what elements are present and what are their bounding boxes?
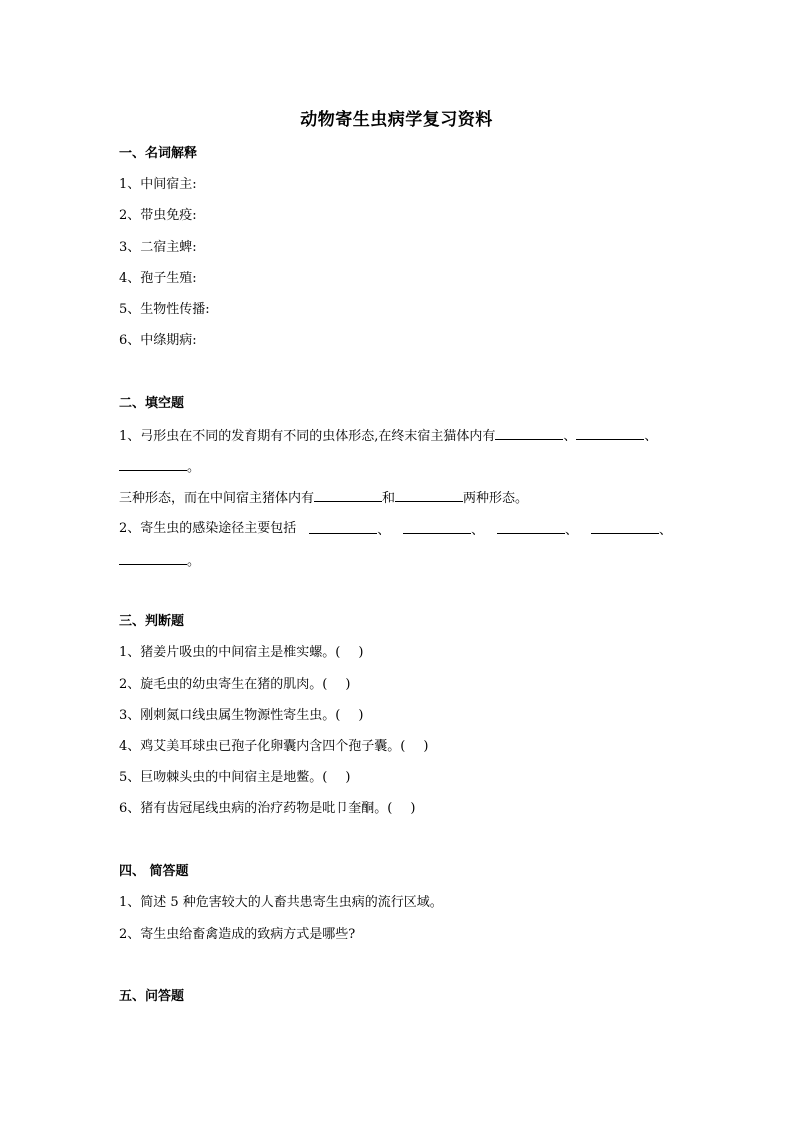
true-false-item-6: 6、猪有齿冠尾线虫病的治疗药物是吡卩奎酮。( )	[119, 801, 416, 816]
definition-item-4: 4、孢子生殖:	[119, 271, 197, 286]
fill-question-2-text: 2、寄生虫的感染途径主要包括	[119, 521, 297, 536]
fill-question-2-line-1: 2、寄生虫的感染途径主要包括 、 、 、 、	[119, 521, 672, 538]
short-answer-item-2: 2、寄生虫给畜禽造成的致病方式是哪些?	[119, 927, 356, 942]
answer-blank[interactable]	[495, 427, 563, 440]
answer-blank[interactable]	[119, 552, 187, 565]
section-4-heading: 四、 简答题	[119, 864, 189, 879]
true-false-item-1: 1、猪姜片吸虫的中间宿主是椎实螺。( )	[119, 645, 364, 660]
true-false-item-4: 4、鸡艾美耳球虫已孢子化卵囊内含四个孢子囊。( )	[119, 739, 429, 754]
definition-item-2: 2、带虫免疫:	[119, 208, 197, 223]
answer-blank[interactable]	[497, 521, 565, 534]
short-answer-item-1: 1、简述 5 种危害较大的人畜共患寄生虫病的流行区域。	[119, 895, 443, 910]
fill-question-1-text: 1、弓形虫在不同的发育期有不同的虫体形态,在终末宿主猫体内有	[119, 429, 496, 444]
answer-blank[interactable]	[119, 458, 187, 471]
answer-blank[interactable]	[591, 521, 659, 534]
true-false-item-2: 2、旋毛虫的幼虫寄生在猪的肌肉。( )	[119, 677, 351, 692]
answer-blank[interactable]	[314, 489, 382, 502]
fill-question-1-line-3: 三种形态，而在中间宿主猪体内有 和 两种形态。	[119, 491, 529, 506]
answer-blank[interactable]	[403, 521, 471, 534]
true-false-item-3: 3、刚刺氮口线虫属生物源性寄生虫。( )	[119, 708, 364, 723]
fill-question-1-line-1: 1、弓形虫在不同的发育期有不同的虫体形态,在终末宿主猫体内有 、 、	[119, 429, 658, 444]
answer-blank[interactable]	[395, 489, 463, 502]
fill-question-1-line-2: 。	[119, 458, 200, 476]
section-3-heading: 三、判断题	[119, 614, 185, 629]
definition-item-5: 5、生物性传播:	[119, 302, 210, 317]
true-false-item-5: 5、巨吻棘头虫的中间宿主是地鳖。( )	[119, 770, 351, 785]
answer-blank[interactable]	[576, 427, 644, 440]
fill-question-2-line-2: 。	[119, 552, 200, 570]
answer-blank[interactable]	[309, 521, 377, 534]
definition-item-3: 3、二宿主蜱:	[119, 240, 197, 255]
section-5-heading: 五、问答题	[119, 989, 185, 1004]
section-1-heading: 一、名词解释	[119, 146, 198, 161]
definition-item-1: 1、中间宿主:	[119, 177, 197, 192]
section-2-heading: 二、填空题	[119, 396, 185, 411]
document-title: 动物寄生虫病学复习资料	[300, 110, 493, 130]
definition-item-6: 6、中绦期病:	[119, 333, 197, 348]
